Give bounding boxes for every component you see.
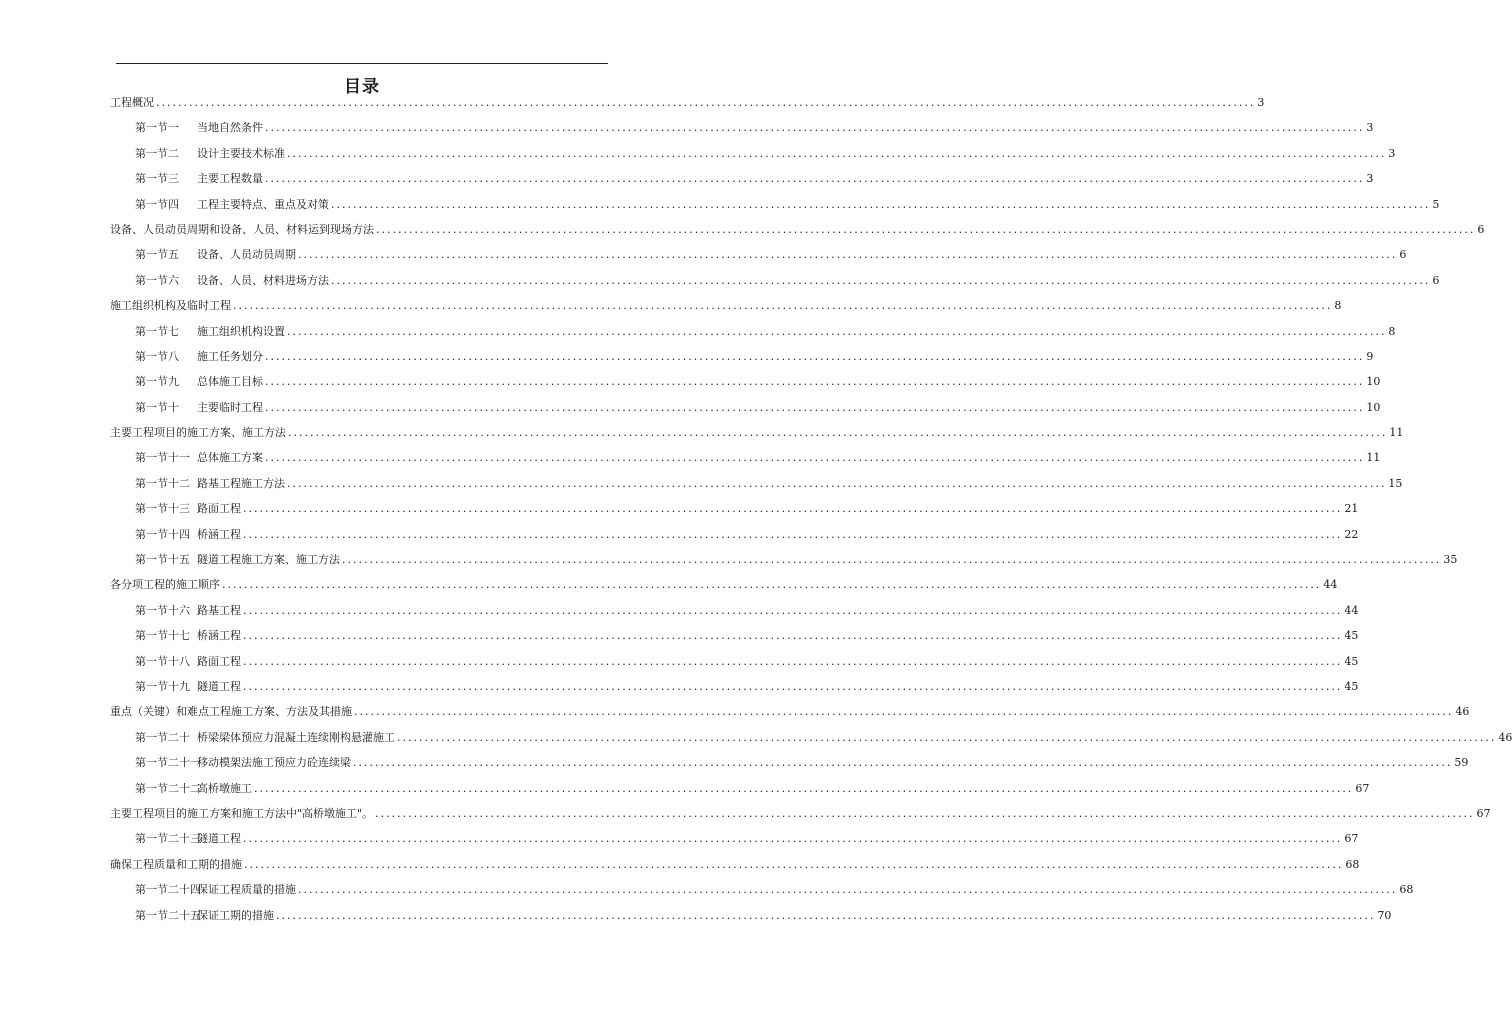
toc-entry-page: 67: [1476, 806, 1491, 820]
toc-entry-page: 70: [1377, 908, 1392, 922]
toc-entry[interactable]: [110, 96, 1265, 121]
toc-entry-number: 第一节十二: [135, 476, 190, 490]
toc-dot-leader: ........................................................................................................................................................................................................: [397, 730, 1497, 744]
toc-entry-label: 桥梁梁体预应力混凝土连续刚构悬灌施工: [197, 730, 395, 744]
toc-entry-label: 设备、人员动员周期和设备、人员、材料运到现场方法: [110, 222, 374, 236]
toc-dot-leader: ........................................................................................................................................................................................................: [243, 832, 1343, 846]
toc-entry-label: 主要工程项目的施工方案、施工方法: [110, 426, 286, 440]
toc-entry-number: 第一节十五: [135, 553, 190, 567]
toc-entry[interactable]: [110, 883, 1414, 908]
toc-entry-label: 工程主要特点、重点及对策: [197, 197, 329, 211]
toc-entry-label: 保证工期的措施: [197, 908, 274, 922]
toc-entry-page: 45: [1344, 654, 1359, 668]
toc-entry-number: 第一节十三: [135, 502, 190, 516]
toc-entry-label: 确保工程质量和工期的措施: [110, 857, 242, 871]
toc-entry-page: 22: [1344, 527, 1359, 541]
toc-dot-leader: ........................................................................................................................................................................................................: [243, 679, 1343, 693]
toc-entry-number: 第一节五: [135, 248, 179, 262]
toc-dot-leader: ........................................................................................................................................................................................................: [265, 375, 1365, 389]
toc-entry-label: 路面工程: [197, 502, 241, 516]
toc-dot-leader: ........................................................................................................................................................................................................: [276, 908, 1376, 922]
toc-entry-label: 主要临时工程: [197, 400, 263, 414]
toc-entry-number: 第一节四: [135, 197, 179, 211]
toc-entry-page: 8: [1388, 324, 1396, 338]
toc-entry-label: 路基工程: [197, 603, 241, 617]
toc-entry-number: 第一节九: [135, 375, 179, 389]
toc-entry-page: 3: [1257, 96, 1265, 109]
toc-entry-page: 46: [1498, 730, 1512, 744]
toc-entry-page: 44: [1323, 578, 1338, 592]
toc-entry-page: 3: [1366, 121, 1374, 135]
toc-entry-label: 隧道工程: [197, 679, 241, 693]
toc-entry-page: 67: [1355, 781, 1370, 795]
toc-entry[interactable]: [110, 654, 1359, 680]
toc-dot-leader: ........................................................................................................................................................................................................: [288, 426, 1388, 440]
toc-dot-leader: ........................................................................................................................................................................................................: [354, 705, 1454, 719]
toc-dot-leader: ........................................................................................................................................................................................................: [156, 96, 1256, 109]
toc-entry-number: 第一节十七: [135, 629, 190, 643]
toc-entry-number: 第一节一: [135, 121, 179, 135]
toc-dot-leader: ........................................................................................................................................................................................................: [233, 299, 1333, 313]
toc-entry-label: 设备、人员、材料进场方法: [197, 273, 329, 287]
toc-entry[interactable]: [110, 603, 1359, 629]
toc-dot-leader: ........................................................................................................................................................................................................: [265, 121, 1365, 135]
toc-entry-number: 第一节二十五: [135, 908, 201, 922]
toc-entry-page: 21: [1344, 502, 1359, 516]
toc-entry-label: 路基工程施工方法: [197, 476, 285, 490]
toc-dot-leader: ........................................................................................................................................................................................................: [265, 400, 1365, 414]
toc-entry[interactable]: [110, 172, 1374, 197]
toc-entry[interactable]: [110, 832, 1359, 857]
toc-dot-leader: ........................................................................................................................................................................................................: [298, 883, 1398, 897]
toc-entry-label: 桥涵工程: [197, 629, 241, 643]
toc-dot-leader: ........................................................................................................................................................................................................: [331, 273, 1431, 287]
toc-entry-label: 施工组织机构及临时工程: [110, 299, 231, 313]
toc-entry-page: 59: [1454, 756, 1469, 770]
toc-entry-number: 第一节二十三: [135, 832, 201, 846]
toc-entry-number: 第一节十六: [135, 603, 190, 617]
toc-entry-page: 44: [1344, 603, 1359, 617]
toc-entry[interactable]: [110, 451, 1381, 476]
toc-entry[interactable]: [110, 857, 1360, 883]
toc-entry[interactable]: [110, 578, 1338, 603]
toc-entry[interactable]: [110, 324, 1396, 350]
toc-entry-number: 第一节六: [135, 273, 179, 287]
table-of-contents: [110, 96, 1512, 934]
toc-entry-label: 设备、人员动员周期: [197, 248, 296, 262]
toc-entry-page: 5: [1432, 197, 1440, 211]
toc-entry-label: 路面工程: [197, 654, 241, 668]
toc-entry-page: 8: [1334, 299, 1342, 313]
toc-entry-number: 第一节七: [135, 324, 179, 338]
toc-entry-page: 10: [1366, 400, 1381, 414]
toc-dot-leader: ........................................................................................................................................................................................................: [376, 222, 1476, 236]
toc-entry[interactable]: [110, 756, 1469, 781]
toc-entry-number: 第一节十一: [135, 451, 190, 465]
toc-entry-label: 设计主要技术标准: [197, 146, 285, 160]
toc-entry-page: 68: [1399, 883, 1414, 897]
toc-entry[interactable]: [110, 426, 1404, 451]
toc-entry-label: 施工任务划分: [197, 349, 263, 363]
toc-entry-number: 第一节十九: [135, 679, 190, 693]
toc-entry-number: 第一节二十: [135, 730, 190, 744]
toc-entry-label: 隧道工程施工方案、施工方法: [197, 553, 340, 567]
toc-entry-label: 移动模架法施工预应力砼连续梁: [197, 756, 351, 770]
toc-entry-page: 3: [1366, 172, 1374, 186]
toc-entry[interactable]: [110, 679, 1359, 705]
toc-entry-page: 35: [1443, 553, 1458, 567]
toc-entry-number: 第一节十: [135, 400, 179, 414]
toc-entry[interactable]: [110, 781, 1370, 807]
toc-entry-label: 施工组织机构设置: [197, 324, 285, 338]
header-rule: [116, 63, 608, 64]
toc-entry-label: 高桥墩施工: [197, 781, 252, 795]
toc-entry[interactable]: [110, 197, 1440, 223]
toc-dot-leader: ........................................................................................................................................................................................................: [243, 502, 1343, 516]
toc-entry-page: 68: [1345, 857, 1360, 871]
toc-dot-leader: ........................................................................................................................................................................................................: [342, 553, 1442, 567]
toc-entry[interactable]: [110, 375, 1381, 400]
toc-entry[interactable]: [110, 299, 1342, 324]
toc-dot-leader: ........................................................................................................................................................................................................: [287, 324, 1387, 338]
toc-entry[interactable]: [110, 806, 1491, 832]
toc-entry-number: 第一节十四: [135, 527, 190, 541]
toc-entry-page: 45: [1344, 679, 1359, 693]
toc-entry-label: 主要工程数量: [197, 172, 263, 186]
toc-entry[interactable]: [110, 476, 1403, 502]
toc-entry-page: 3: [1388, 146, 1396, 160]
toc-entry[interactable]: [110, 400, 1381, 426]
toc-dot-leader: ........................................................................................................................................................................................................: [287, 476, 1387, 490]
toc-entry-label: 保证工程质量的措施: [197, 883, 296, 897]
toc-dot-leader: ........................................................................................................................................................................................................: [243, 603, 1343, 617]
toc-entry-number: 第一节二十一: [135, 756, 201, 770]
toc-entry[interactable]: [110, 222, 1485, 248]
toc-dot-leader: ........................................................................................................................................................................................................: [243, 654, 1343, 668]
toc-entry-number: 第一节二十四: [135, 883, 201, 897]
toc-entry[interactable]: [110, 121, 1374, 146]
toc-entry-label: 总体施工目标: [197, 375, 263, 389]
toc-entry-label: 各分项工程的施工顺序: [110, 578, 220, 592]
toc-entry-page: 9: [1366, 349, 1374, 363]
toc-entry-page: 11: [1389, 426, 1404, 440]
toc-entry[interactable]: [110, 553, 1458, 578]
toc-entry-number: 第一节二十二: [135, 781, 201, 795]
toc-entry-number: 第一节十八: [135, 654, 190, 668]
toc-entry[interactable]: [110, 730, 1512, 756]
toc-entry[interactable]: [110, 629, 1359, 654]
toc-entry-label: 主要工程项目的施工方案和施工方法中"高桥墩施工"。: [110, 806, 374, 820]
toc-entry-label: 总体施工方案: [197, 451, 263, 465]
toc-dot-leader: ........................................................................................................................................................................................................: [243, 629, 1343, 643]
toc-dot-leader: ........................................................................................................................................................................................................: [265, 451, 1365, 465]
toc-dot-leader: ........................................................................................................................................................................................................: [244, 857, 1344, 871]
toc-entry[interactable]: [110, 705, 1470, 730]
toc-entry-number: 第一节三: [135, 172, 179, 186]
toc-entry[interactable]: [110, 146, 1396, 172]
toc-entry-number: 第一节二: [135, 146, 179, 160]
toc-entry-label: 工程概况: [110, 96, 154, 109]
toc-entry-label: 当地自然条件: [197, 121, 263, 135]
toc-entry-label: 桥涵工程: [197, 527, 241, 541]
toc-dot-leader: ........................................................................................................................................................................................................: [254, 781, 1354, 795]
toc-entry[interactable]: [110, 349, 1374, 375]
toc-entry-label: 隧道工程: [197, 832, 241, 846]
toc-entry-page: 6: [1432, 273, 1440, 287]
toc-entry-page: 67: [1344, 832, 1359, 846]
toc-entry[interactable]: [110, 908, 1392, 934]
toc-entry-page: 45: [1344, 629, 1359, 643]
toc-entry-page: 46: [1455, 705, 1470, 719]
toc-dot-leader: ........................................................................................................................................................................................................: [222, 578, 1322, 592]
toc-entry-page: 6: [1477, 222, 1485, 236]
toc-entry[interactable]: [110, 502, 1359, 527]
toc-dot-leader: ........................................................................................................................................................................................................: [287, 146, 1387, 160]
toc-entry[interactable]: [110, 527, 1359, 553]
toc-entry-number: 第一节八: [135, 349, 179, 363]
toc-entry-page: 6: [1399, 248, 1407, 262]
toc-entry-page: 11: [1366, 451, 1381, 465]
toc-dot-leader: ........................................................................................................................................................................................................: [353, 756, 1453, 770]
toc-dot-leader: ........................................................................................................................................................................................................: [265, 349, 1365, 363]
toc-dot-leader: ........................................................................................................................................................................................................: [375, 806, 1475, 820]
toc-entry-page: 10: [1366, 375, 1381, 389]
toc-dot-leader: ........................................................................................................................................................................................................: [265, 172, 1365, 186]
toc-entry[interactable]: [110, 248, 1407, 273]
toc-title: 目录: [344, 77, 380, 97]
toc-dot-leader: ........................................................................................................................................................................................................: [243, 527, 1343, 541]
toc-dot-leader: ........................................................................................................................................................................................................: [298, 248, 1398, 262]
toc-entry-page: 15: [1388, 476, 1403, 490]
toc-entry-label: 重点（关键）和难点工程施工方案、方法及其措施: [110, 705, 352, 719]
toc-entry[interactable]: [110, 273, 1440, 299]
toc-dot-leader: ........................................................................................................................................................................................................: [331, 197, 1431, 211]
